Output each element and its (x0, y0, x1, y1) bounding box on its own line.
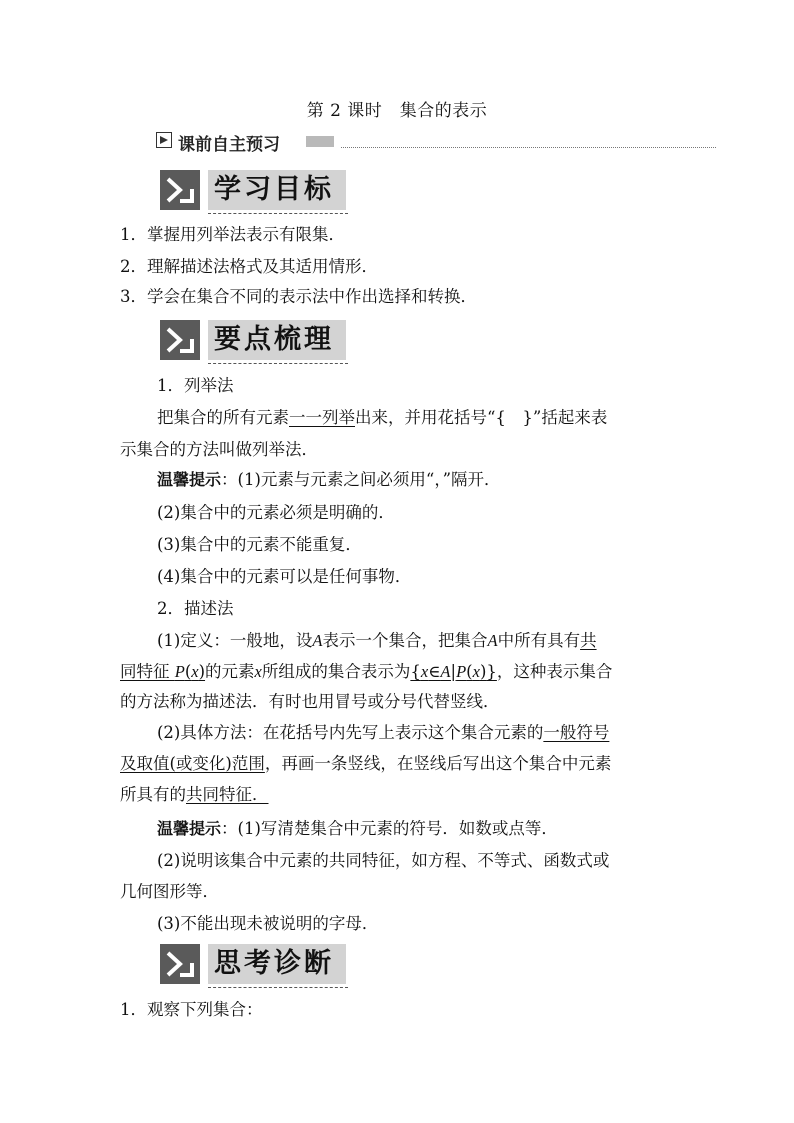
description-tip-item: (3)不能出现未被说明的字母． (157, 914, 379, 933)
text: ，这种表示集合 (496, 662, 613, 681)
text: | (450, 662, 457, 681)
text: { (410, 662, 421, 681)
text: 同特征 (120, 662, 170, 681)
math-var: x (254, 662, 262, 681)
section-goals (160, 170, 350, 214)
text: 所组成的集合表示为 (261, 662, 411, 681)
math-var: x (420, 662, 429, 681)
listing-tip-item: (3)集合中的元素不能重复． (157, 535, 362, 554)
text: ( (184, 662, 192, 681)
math-var: A (312, 631, 323, 650)
description-method-line2 (120, 748, 680, 780)
description-heading: 2．描述法 (157, 599, 234, 618)
math-var: x (472, 662, 480, 681)
goal-item: 3．学会在集合不同的表示法中作出选择和转换． (120, 287, 477, 306)
text: ) (479, 662, 487, 681)
listing-paragraph (120, 402, 680, 434)
set-notation (410, 662, 497, 681)
text: 出来，并用花括号“{ }”括起来表 (355, 408, 608, 427)
description-def-line2 (120, 656, 680, 688)
section-points (160, 320, 350, 364)
chevron-check-icon (160, 320, 200, 360)
text: 的元素 (205, 662, 255, 681)
page-title: 第 2 课时 集合的表示 (306, 101, 488, 121)
underlined-text: 及取值(或变化)范围 (120, 754, 265, 773)
goal-item: 2．理解描述法格式及其适用情形． (120, 257, 378, 276)
underlined-text: 共 (580, 631, 597, 650)
underlined-text: 一般符号 (543, 723, 610, 742)
section-underline (208, 363, 348, 364)
description-tip (120, 813, 717, 845)
text: 表示一个集合，把集合 (322, 631, 488, 650)
diagnosis-question: 1．观察下列集合： (120, 1000, 263, 1019)
text: 所具有的 (120, 785, 186, 804)
chevron-check-icon (160, 944, 200, 984)
text: ，再画一条竖线，在竖线后写出这个集合中元素 (264, 754, 612, 773)
listing-tip (120, 464, 717, 496)
text: ( (466, 662, 473, 681)
underlined-text (120, 662, 205, 681)
math-var: A (440, 662, 451, 681)
text: ∈ (428, 662, 441, 681)
description-tip-item: (2)说明该集合中元素的共同特征，如方程、不等式、函数式或 (157, 851, 610, 870)
section-title: 思考诊断 (208, 944, 346, 984)
dotted-divider (341, 147, 716, 148)
underlined-text: 一一列举 (289, 408, 355, 427)
text: 中所有具有 (497, 631, 581, 650)
preview-bar (156, 131, 718, 155)
preview-block (306, 136, 334, 147)
text: ：(1)写清楚集合中元素的符号．如数或点等． (221, 819, 558, 838)
math-var: x (191, 662, 199, 681)
section-diagnosis (160, 944, 350, 988)
arrow-box-icon (156, 132, 172, 148)
tip-label: 温馨提示 (157, 819, 222, 838)
description-tip-item-cont: 几何图形等． (120, 882, 219, 901)
text: 把集合的所有元素 (157, 408, 289, 427)
listing-paragraph-cont: 示集合的方法叫做列举法． (120, 440, 318, 459)
text: ：(1)元素与元素之间必须用“，”隔开． (221, 470, 501, 489)
chevron-check-icon (160, 170, 200, 210)
math-var: P (174, 662, 185, 681)
section-title: 要点梳理 (208, 320, 346, 360)
description-def-line3: 的方法称为描述法．有时也用冒号或分号代替竖线． (120, 692, 500, 711)
text: (1)定义：一般地，设 (157, 631, 313, 650)
description-def-line1 (120, 625, 680, 657)
description-method-line1 (120, 717, 680, 749)
text: ) (198, 662, 206, 681)
text: } (486, 662, 497, 681)
description-method-line3 (120, 779, 680, 811)
listing-heading: 1．列举法 (157, 376, 234, 395)
underlined-text: 共同特征． (186, 785, 269, 804)
listing-tip-item: (2)集合中的元素必须是明确的． (157, 503, 395, 522)
math-var: A (487, 631, 498, 650)
preview-label: 课前自主预习 (178, 135, 280, 155)
section-title: 学习目标 (208, 170, 346, 210)
text: (2)具体方法：在花括号内先写上表示这个集合元素的 (157, 723, 544, 742)
goal-item: 1．掌握用列举法表示有限集． (120, 225, 345, 244)
tip-label: 温馨提示 (157, 470, 222, 489)
section-underline (208, 987, 348, 988)
listing-tip-item: (4)集合中的元素可以是任何事物． (157, 567, 412, 586)
section-underline (208, 213, 348, 214)
math-var: P (456, 662, 467, 681)
